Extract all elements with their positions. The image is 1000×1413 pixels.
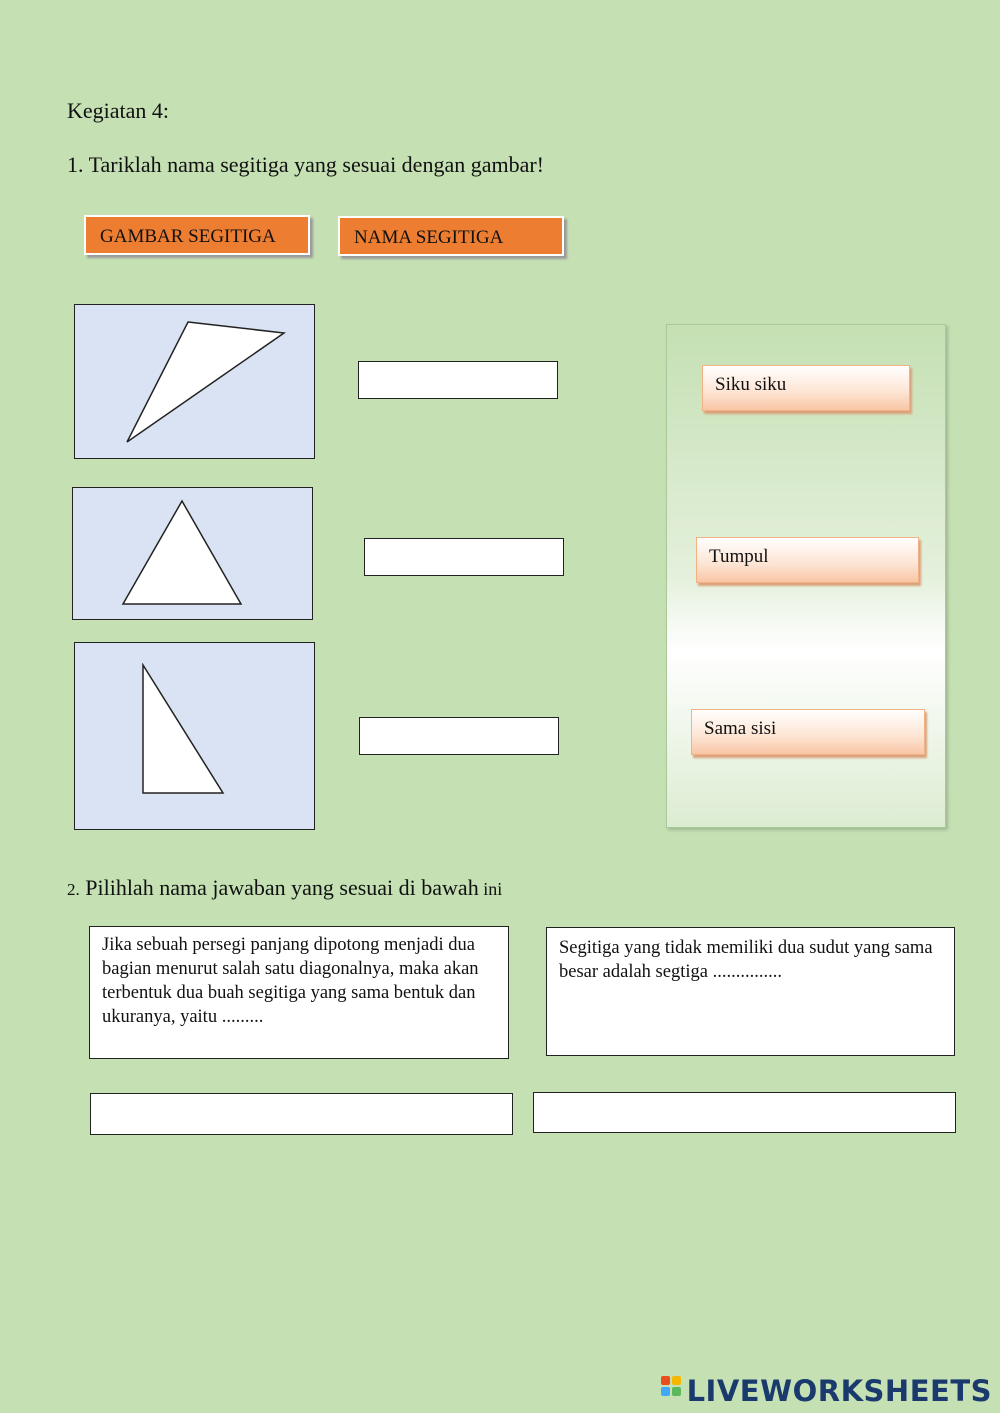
- question-2-tail: ini: [478, 879, 503, 899]
- activity-title: Kegiatan 4:: [67, 98, 170, 123]
- picture-obtuse-triangle: [74, 304, 315, 459]
- answer-drop-3[interactable]: [359, 717, 559, 755]
- header-name: NAMA SEGITIGA: [338, 216, 564, 256]
- option-tumpul[interactable]: Tumpul: [696, 537, 919, 583]
- right-triangle-icon: [75, 643, 316, 831]
- option-sama-sisi[interactable]: Sama sisi: [691, 709, 925, 755]
- equilateral-triangle-icon: [73, 488, 314, 621]
- option-siku-siku[interactable]: Siku siku: [702, 365, 910, 411]
- obtuse-triangle-icon: [75, 305, 316, 460]
- question-2-number: 2.: [67, 880, 80, 899]
- question-2-right-box: Segitiga yang tidak memiliki dua sudut yang sama besar adalah segtiga ...............: [546, 927, 955, 1056]
- question-2-left-box: Jika sebuah persegi panjang dipotong menjadi dua bagian menurut salah satu diagonalnya, maka akan terbentuk dua buah segitiga yang sama bentuk dan ukuranya, yaitu .........: [89, 926, 509, 1059]
- picture-equilateral-triangle: [72, 487, 313, 620]
- question-2-instruction: [67, 875, 502, 901]
- answer-input-right[interactable]: [533, 1092, 956, 1133]
- logo-mark-icon: [661, 1376, 683, 1406]
- question-2-text: Pilihlah nama jawaban yang sesuai di bawah: [79, 875, 479, 900]
- answer-input-left[interactable]: [90, 1093, 513, 1135]
- header-picture: GAMBAR SEGITIGA: [84, 215, 310, 255]
- answer-drop-1[interactable]: [358, 361, 558, 399]
- question-1-instruction: 1. Tariklah nama segitiga yang sesuai dengan gambar!: [67, 152, 545, 177]
- liveworksheets-logo: [661, 1374, 992, 1408]
- logo-text: LIVEWORKSHEETS: [686, 1374, 992, 1408]
- answer-drop-2[interactable]: [364, 538, 564, 576]
- picture-right-triangle: [74, 642, 315, 830]
